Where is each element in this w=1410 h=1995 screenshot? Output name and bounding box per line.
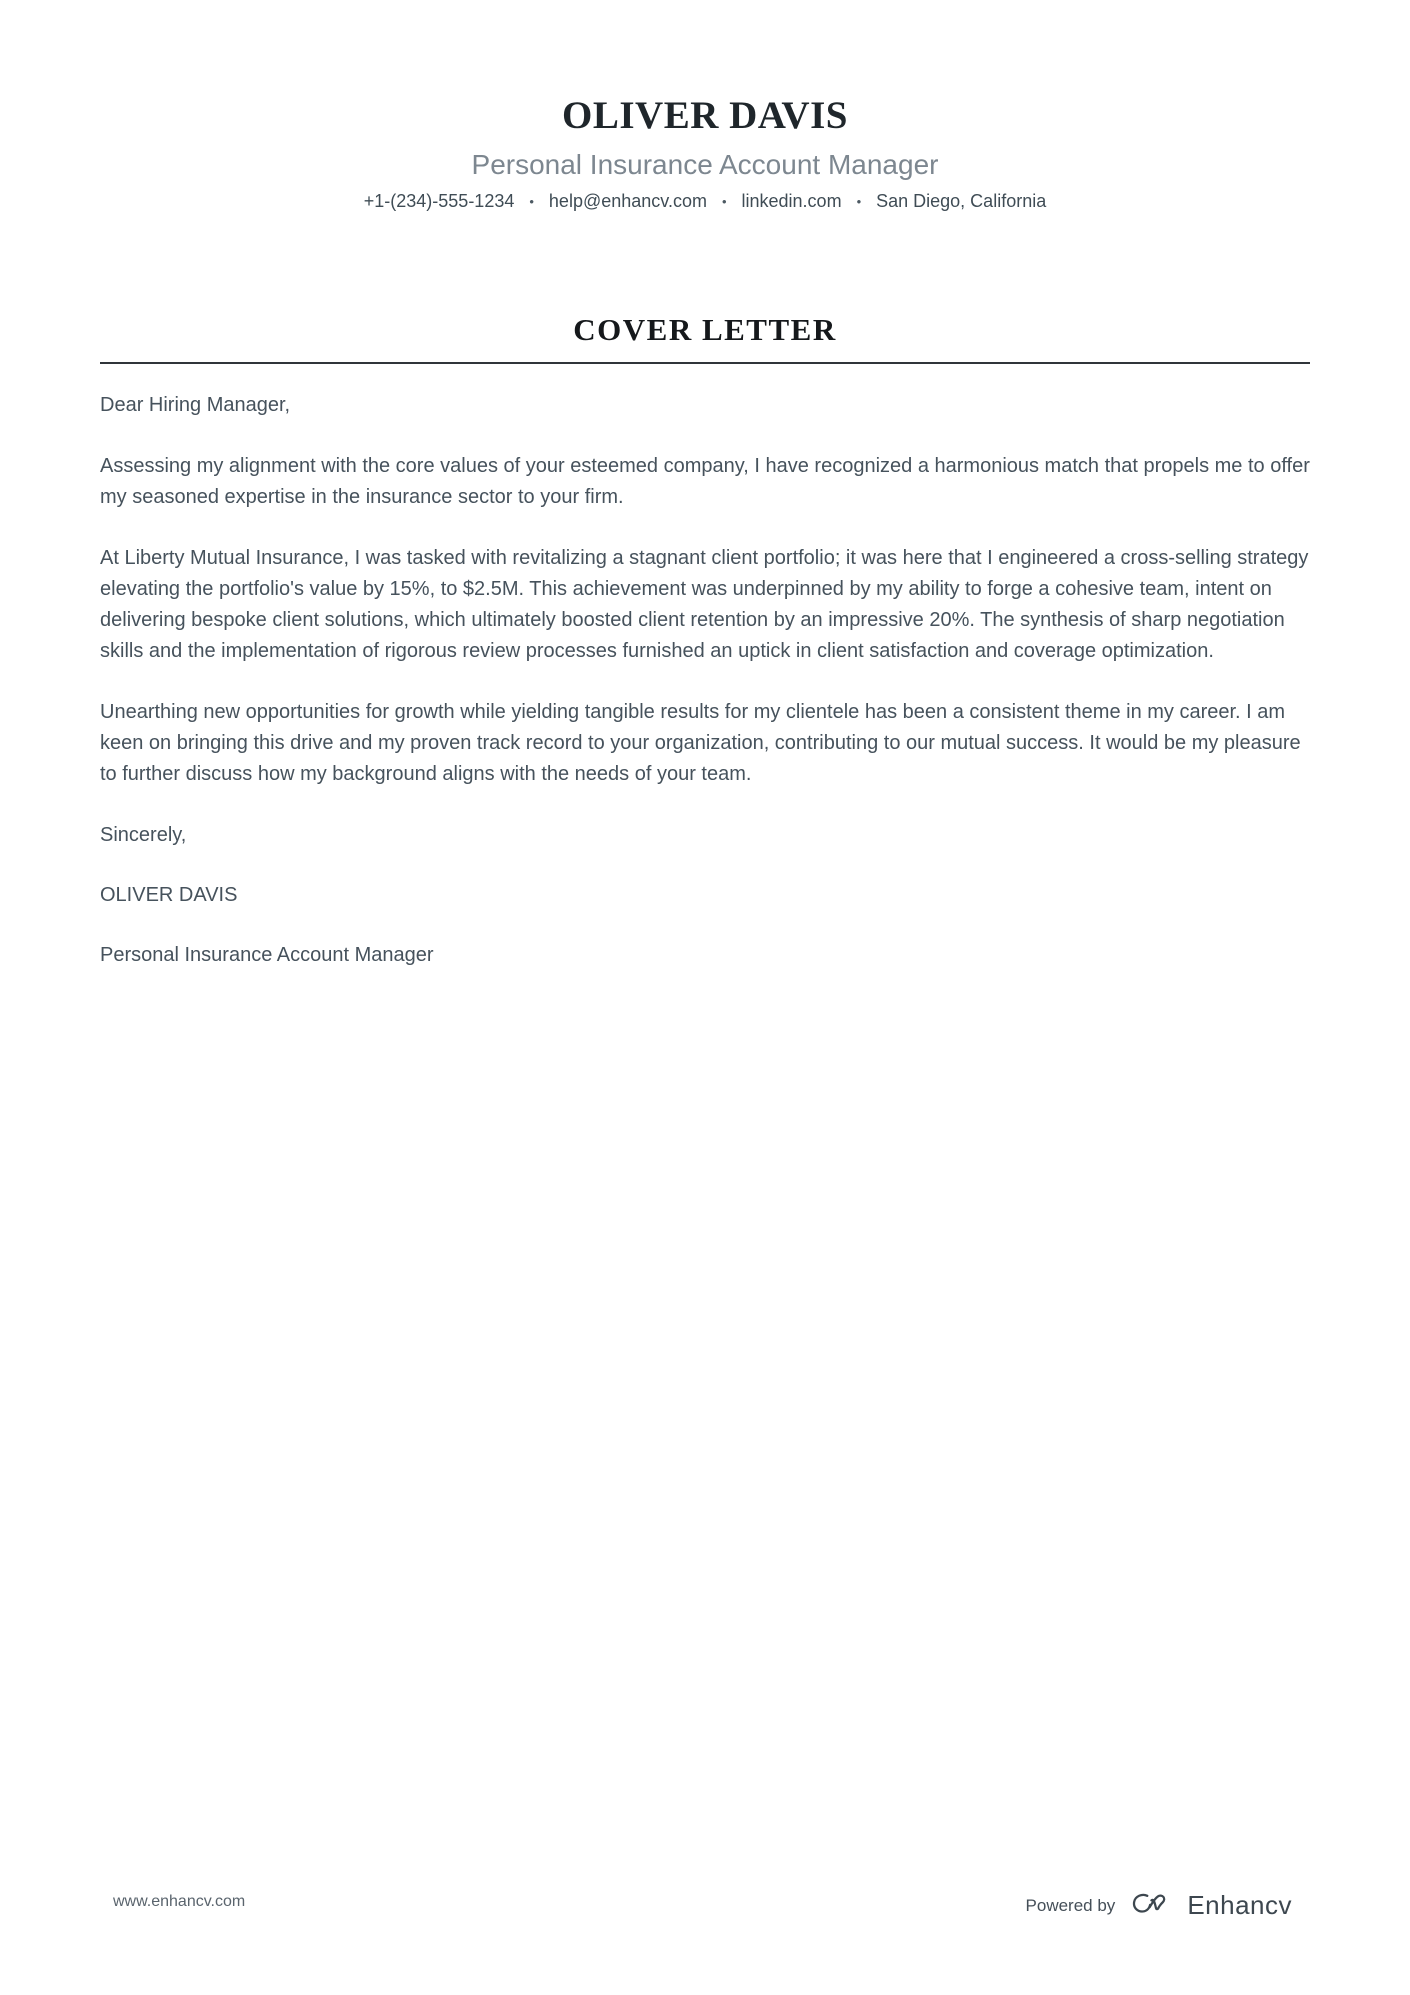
letter-paragraph: At Liberty Mutual Insurance, I was tasked with revitalizing a stagnant client portfolio; it was here that I engineered a cross-selling strategy elevating the portfolio's value by 15%, to $2.5M. This achievement was underpinned by my ability to forge a cohesive team, intent on delivering bespoke client solutions, which ultimately boosted client retention by an impressive 20%. The synthesis of sharp negotiation skills and the implementation of rigorous review processes furnished an uptick in client satisfaction and coverage optimization. bbox=[100, 546, 1309, 662]
closing: Sincerely, bbox=[100, 823, 187, 846]
contact-line bbox=[0, 191, 1410, 213]
bullet-separator-icon: • bbox=[721, 194, 727, 210]
heading-divider bbox=[100, 362, 1310, 364]
contact-email[interactable]: help@enhancv.com bbox=[548, 191, 707, 212]
powered-by-label: Powered by bbox=[1025, 1895, 1116, 1915]
contact-phone: +1-(234)-555-1234 bbox=[363, 191, 515, 212]
signoff-block bbox=[100, 820, 1310, 971]
letter-paragraph: Assessing my alignment with the core values of your esteemed company, I have recognized a harmonious match that propels me to offer my seasoned expertise in the insurance sector to your firm. bbox=[100, 454, 1310, 508]
contact-linkedin[interactable]: linkedin.com bbox=[741, 191, 842, 212]
footer-branding bbox=[1026, 1890, 1292, 1921]
bullet-separator-icon: • bbox=[856, 194, 862, 210]
cover-letter-heading: COVER LETTER bbox=[573, 311, 837, 347]
enhancv-infinity-logo-icon bbox=[1131, 1891, 1171, 1920]
signature-title: Personal Insurance Account Manager bbox=[100, 943, 434, 966]
letter-paragraph: Unearthing new opportunities for growth while yielding tangible results for my clientele has been a consistent theme in my career. I am keen on bringing this drive and my proven track record to your organization, contributing to our mutual success. It would be my pleasure to further discuss how my background aligns with the needs of your team. bbox=[100, 700, 1301, 785]
contact-location: San Diego, California bbox=[876, 191, 1047, 212]
brand-wordmark[interactable]: Enhancv bbox=[1187, 1890, 1292, 1920]
letter-body bbox=[100, 390, 1310, 971]
person-name: OLIVER DAVIS bbox=[562, 94, 848, 137]
footer-website-link[interactable]: www.enhancv.com bbox=[113, 1892, 246, 1910]
document-header bbox=[0, 0, 1410, 213]
person-headline: Personal Insurance Account Manager bbox=[471, 148, 939, 180]
bullet-separator-icon: • bbox=[529, 194, 534, 210]
signature-name: OLIVER DAVIS bbox=[100, 883, 238, 906]
salutation: Dear Hiring Manager, bbox=[100, 393, 291, 416]
